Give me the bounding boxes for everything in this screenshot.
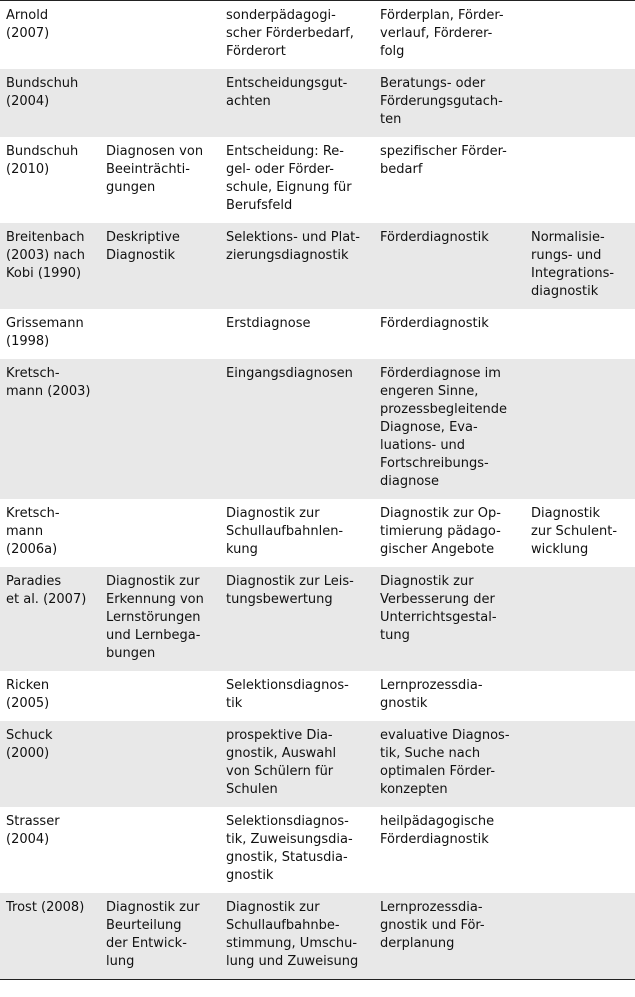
table-cell bbox=[100, 671, 220, 721]
table-row bbox=[0, 69, 635, 137]
table-body bbox=[0, 1, 635, 979]
table-cell: Lernprozessdia- gnostik bbox=[374, 671, 525, 721]
table-row bbox=[0, 137, 635, 223]
table-cell: Diagnostik zur Schulent- wicklung bbox=[525, 499, 635, 567]
table-cell: Diagnostik zur Schullaufbahnlen- kung bbox=[220, 499, 374, 567]
table-cell: Förderplan, Förder- verlauf, Förderer- folg bbox=[374, 1, 525, 69]
table-row bbox=[0, 671, 635, 721]
table-cell: Entscheidung: Re- gel- oder Förder- schule, Eignung für Berufsfeld bbox=[220, 137, 374, 223]
table-cell bbox=[525, 671, 635, 721]
table-cell bbox=[100, 807, 220, 893]
table-cell: Deskriptive Diagnostik bbox=[100, 223, 220, 309]
table-cell bbox=[525, 807, 635, 893]
table-cell bbox=[100, 1, 220, 69]
author-cell: Bundschuh (2004) bbox=[0, 69, 100, 137]
table-cell: Diagnostik zur Op- timierung pädago- gischer Angebote bbox=[374, 499, 525, 567]
author-cell: Kretsch- mann (2006a) bbox=[0, 499, 100, 567]
table-cell bbox=[525, 893, 635, 979]
table-row bbox=[0, 309, 635, 359]
author-cell: Bundschuh (2010) bbox=[0, 137, 100, 223]
table-cell: Eingangsdiagnosen bbox=[220, 359, 374, 499]
table-cell bbox=[525, 69, 635, 137]
author-cell: Breitenbach (2003) nach Kobi (1990) bbox=[0, 223, 100, 309]
table-cell: Entscheidungsgut- achten bbox=[220, 69, 374, 137]
table-cell bbox=[525, 721, 635, 807]
table-cell: evaluative Diagnos- tik, Suche nach optimalen Förder- konzepten bbox=[374, 721, 525, 807]
table-cell bbox=[100, 309, 220, 359]
table-cell bbox=[525, 309, 635, 359]
table-row bbox=[0, 721, 635, 807]
table-cell: Diagnosen von Beeinträchti- gungen bbox=[100, 137, 220, 223]
author-cell: Ricken (2005) bbox=[0, 671, 100, 721]
author-cell: Trost (2008) bbox=[0, 893, 100, 979]
table-row bbox=[0, 893, 635, 979]
table-bottom-rule bbox=[0, 979, 635, 980]
table-cell: Erstdiagnose bbox=[220, 309, 374, 359]
table-cell bbox=[525, 567, 635, 671]
table-cell: spezifischer Förder- bedarf bbox=[374, 137, 525, 223]
table-cell: Diagnostik zur Verbesserung der Unterrichtsgestal- tung bbox=[374, 567, 525, 671]
table-row bbox=[0, 807, 635, 893]
table-cell: Diagnostik zur Leis- tungsbewertung bbox=[220, 567, 374, 671]
table-cell: Selektionsdiagnos- tik bbox=[220, 671, 374, 721]
table-row bbox=[0, 567, 635, 671]
table-cell: Selektions- und Plat- zierungsdiagnostik bbox=[220, 223, 374, 309]
table-cell: Diagnostik zur Erkennung von Lernstörungen und Lernbega- bungen bbox=[100, 567, 220, 671]
table-cell: Diagnostik zur Schullaufbahnbe- stimmung, Umschu- lung und Zuweisung bbox=[220, 893, 374, 979]
author-cell: Arnold (2007) bbox=[0, 1, 100, 69]
table-row bbox=[0, 499, 635, 567]
author-cell: Strasser (2004) bbox=[0, 807, 100, 893]
table-cell: Lernprozessdia- gnostik und För- derplanung bbox=[374, 893, 525, 979]
author-cell: Schuck (2000) bbox=[0, 721, 100, 807]
table-cell: prospektive Dia- gnostik, Auswahl von Schülern für Schulen bbox=[220, 721, 374, 807]
author-cell: Paradies et al. (2007) bbox=[0, 567, 100, 671]
table-cell: heilpädagogische Förderdiagnostik bbox=[374, 807, 525, 893]
table-cell: Förderdiagnostik bbox=[374, 223, 525, 309]
table-cell: Förderdiagnostik bbox=[374, 309, 525, 359]
table-cell: sonderpädagogi- scher Förderbedarf, Förderort bbox=[220, 1, 374, 69]
table-cell bbox=[525, 359, 635, 499]
table-cell bbox=[525, 1, 635, 69]
table-cell bbox=[100, 499, 220, 567]
diagnostics-table bbox=[0, 1, 635, 979]
table-cell: Selektionsdiagnos- tik, Zuweisungsdia- gnostik, Statusdia- gnostik bbox=[220, 807, 374, 893]
table-cell: Normalisie- rungs- und Integrations- diagnostik bbox=[525, 223, 635, 309]
table-row bbox=[0, 223, 635, 309]
author-cell: Kretsch- mann (2003) bbox=[0, 359, 100, 499]
table-cell bbox=[100, 359, 220, 499]
table-cell: Diagnostik zur Beurteilung der Entwick- lung bbox=[100, 893, 220, 979]
table-cell bbox=[100, 721, 220, 807]
table-cell: Förderdiagnose im engeren Sinne, prozessbegleitende Diagnose, Eva- luations- und Fortschreibungs- diagnose bbox=[374, 359, 525, 499]
table-cell bbox=[100, 69, 220, 137]
table-cell: Beratungs- oder Förderungsgutach- ten bbox=[374, 69, 525, 137]
author-cell: Grissemann (1998) bbox=[0, 309, 100, 359]
table-row bbox=[0, 1, 635, 69]
table-row bbox=[0, 359, 635, 499]
table-cell bbox=[525, 137, 635, 223]
